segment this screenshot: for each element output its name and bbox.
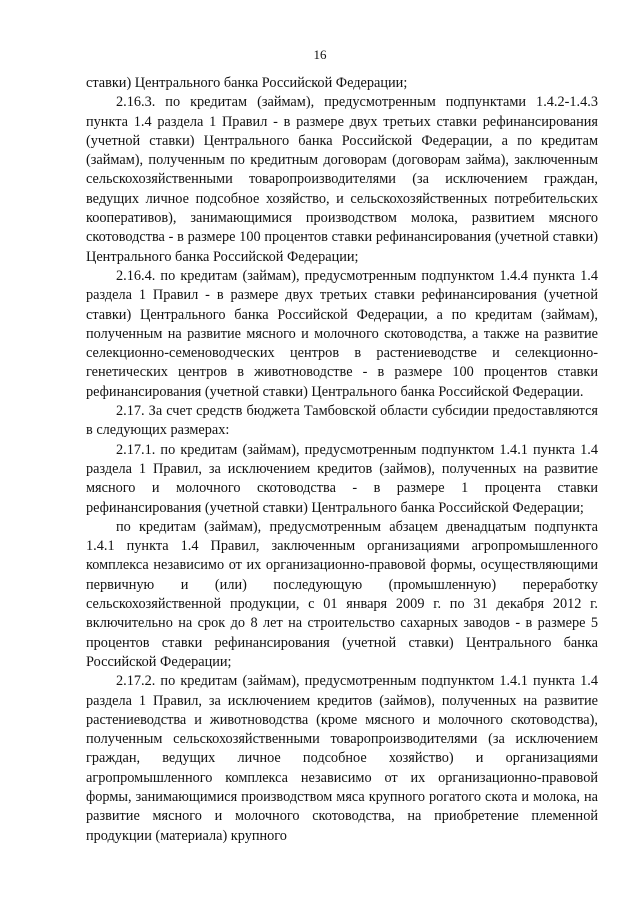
page-number: 16 bbox=[313, 47, 327, 62]
paragraph: 2.17. За счет средств бюджета Тамбовской области субсидии предоставляются в следующих размерах: bbox=[86, 403, 598, 439]
paragraph: ставки) Центрального банка Российской Федерации; bbox=[86, 75, 408, 91]
paragraph: по кредитам (займам), предусмотренным абзацем двенадцатым подпункта 1.4.1 пункта 1.4 Правил, заключенным организациями агропромышленного комплекса независимо от их организационно-правовой формы, осуществляющими первичную и (или) последующую (промышленную) переработку сельскохозяйственной продукции, с 01 января 2009 г. по 31 декабря 2012 г. включительно на срок до 8 лет на строительство сахарных заводов - в размере 5 процентов ставки рефинансирования (учетной ставки) Центрального банка Российской Федерации; bbox=[86, 518, 598, 670]
paragraph: 2.16.4. по кредитам (займам), предусмотренным подпунктом 1.4.4 пункта 1.4 раздела 1 Правил - в размере двух третьих ставки рефинансирования (учетной ставки) Центрального банка Российской Федерации, а по кредитам (займам), полученным на развитие мясного и молочного скотоводства, а также на развитие селекционно-семеноводческих центров в растениеводстве и селекционно-генетических центров в животноводстве - в размере 100 процентов ставки рефинансирования (учетной ставки) Центрального банка Российской Федерации. bbox=[86, 267, 598, 400]
document-body bbox=[86, 74, 598, 846]
paragraph: 2.16.3. по кредитам (займам), предусмотренным подпунктами 1.4.2-1.4.3 пункта 1.4 раздела 1 Правил - в размере двух третьих ставки рефинансирования (учетной ставки) Центрального банка Российской Федерации, а по кредитам (займам), полученным по кредитным договорам (договорам займа), заключенным сельскохозяйственными товаропроизводителями (за исключением граждан, ведущих личное подсобное хозяйство, и сельскохозяйственных потребительских кооперативов), занимающимися производством молока, развитием мясного скотоводства - в размере 100 процентов ставки рефинансирования (учетной ставки) Центрального банка Российской Федерации; bbox=[86, 94, 598, 265]
paragraph: 2.17.1. по кредитам (займам), предусмотренным подпунктом 1.4.1 пункта 1.4 раздела 1 Правил, за исключением кредитов (займов), полученных на развитие мясного и молочного скотоводства - в размере 1 процента ставки рефинансирования (учетной ставки) Центрального банка Российской Федерации; bbox=[86, 441, 598, 516]
paragraph: 2.17.2. по кредитам (займам), предусмотренным подпунктом 1.4.1 пункта 1.4 раздела 1 Правил, за исключением кредитов (займов), полученных на развитие растениеводства и животноводства (кроме мясного и молочного скотоводства), полученным сельскохозяйственными товаропроизводителями (за исключением граждан, ведущих личное подсобное хозяйство) и организациями агропромышленного комплекса независимо от их организационно-правовой формы, занимающимися производством мяса крупного рогатого скота и молока, на развитие мясного и молочного скотоводства, на приобретение племенной продукции (материала) крупного bbox=[86, 673, 598, 844]
